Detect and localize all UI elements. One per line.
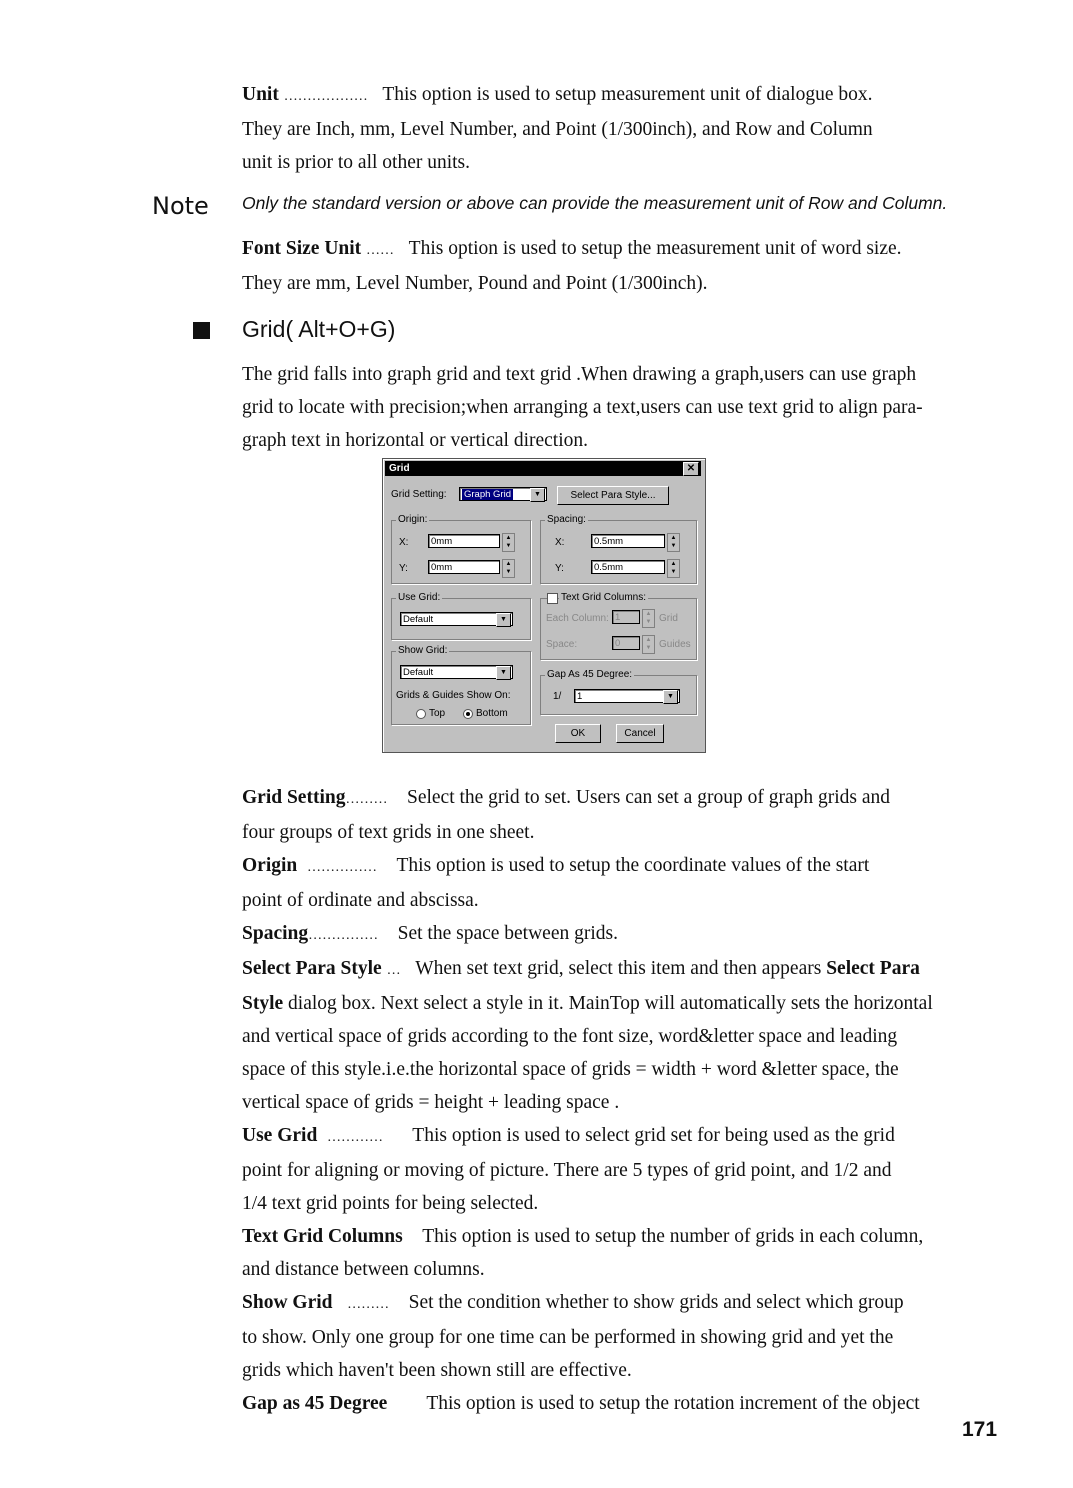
leader: … xyxy=(386,963,401,978)
gap-select[interactable] xyxy=(574,689,680,703)
use-grid-select[interactable] xyxy=(400,612,513,626)
spacing-x-input[interactable]: 0.5mm xyxy=(591,534,665,548)
font-size-unit-definition xyxy=(242,232,1002,300)
chevron-down-icon[interactable]: ▼ xyxy=(663,690,678,704)
def-show-grid xyxy=(242,1286,1002,1321)
intro-line: graph text in horizontal or vertical direction. xyxy=(242,430,589,451)
def-spacing xyxy=(242,917,1002,952)
each-column-unit: Grid xyxy=(659,613,678,624)
leader: ……… xyxy=(345,792,388,807)
desc-bold: Style xyxy=(242,993,284,1014)
def-text-grid-columns xyxy=(242,1220,1002,1253)
def-line xyxy=(242,987,1002,1020)
desc: Set the condition whether to show grids and select which group xyxy=(408,1292,904,1313)
font-size-unit-leader: …… xyxy=(366,243,395,258)
show-grid-group xyxy=(391,651,531,725)
origin-y-input[interactable]: 0mm xyxy=(428,560,500,574)
chevron-down-icon[interactable]: ▼ xyxy=(496,666,511,680)
space-input[interactable]: 0 xyxy=(612,636,640,650)
spacing-y-spinner[interactable]: ▲ ▼ xyxy=(667,559,680,578)
desc: This option is used to select grid set for being used as the grid xyxy=(412,1125,895,1146)
ok-button[interactable]: OK xyxy=(555,724,601,743)
show-grid-value: Default xyxy=(403,667,434,678)
def-origin xyxy=(242,849,1002,884)
section-intro xyxy=(242,358,1002,457)
chevron-down-icon[interactable]: ▼ xyxy=(496,613,511,627)
page-number: 171 xyxy=(962,1418,998,1441)
origin-x-label: X: xyxy=(399,537,409,548)
unit-definition xyxy=(242,78,1002,179)
intro-line: grid to locate with precision;when arranging a text,users can use text grid to align para- xyxy=(242,397,923,418)
term: Grid Setting xyxy=(242,787,346,808)
grid-setting-label: Grid Setting: xyxy=(391,489,447,500)
close-icon[interactable]: ✕ xyxy=(683,462,699,476)
show-grid-label: Show Grid: xyxy=(398,645,448,656)
def-line: vertical space of grids = height + leading space . xyxy=(242,1092,620,1113)
term: Use Grid xyxy=(242,1125,318,1146)
intro-line: The grid falls into graph grid and text grid .When drawing a graph,users can use graph xyxy=(242,364,917,385)
def-select-para xyxy=(242,952,1002,987)
font-size-unit-desc: This option is used to setup the measurement unit of word size. xyxy=(408,238,902,259)
guides-show-on-label: Grids & Guides Show On: xyxy=(396,690,511,701)
origin-x-spinner[interactable]: ▲ ▼ xyxy=(502,533,515,552)
def-line: to show. Only one group for one time can be performed in showing grid and yet the xyxy=(242,1327,894,1348)
leader: …………… xyxy=(308,928,379,943)
leader: ………… xyxy=(327,1130,384,1145)
desc: This option is used to setup the coordinate values of the start xyxy=(396,855,870,876)
dialog-title: Grid xyxy=(389,463,410,474)
radio-bottom[interactable] xyxy=(463,709,473,719)
radio-bottom-label: Bottom xyxy=(476,708,508,719)
unit-leader: ……………… xyxy=(283,89,368,104)
grid-setting-value: Graph Grid xyxy=(464,489,511,500)
section-bullet-icon xyxy=(193,322,210,339)
note-label: Note xyxy=(152,192,209,220)
desc: dialog box. Next select a style in it. MainTop will automatically sets the horizontal xyxy=(283,993,933,1014)
section-title: Grid( Alt+O+G) xyxy=(242,316,396,342)
font-size-unit-term: Font Size Unit xyxy=(242,238,362,259)
term: Origin xyxy=(242,855,298,876)
use-grid-value: Default xyxy=(403,614,434,625)
use-grid-label: Use Grid: xyxy=(398,592,441,603)
gap-prefix: 1/ xyxy=(553,691,562,702)
desc: This option is used to setup the rotation increment of the object xyxy=(426,1393,920,1414)
select-para-style-button[interactable]: Select Para Style... xyxy=(557,486,669,505)
gap-label: Gap As 45 Degree: xyxy=(547,669,633,680)
def-line: 1/4 text grid points for being selected. xyxy=(242,1193,539,1214)
origin-y-label: Y: xyxy=(399,563,408,574)
origin-y-spinner[interactable]: ▲ ▼ xyxy=(502,559,515,578)
spacing-x-label: X: xyxy=(555,537,565,548)
def-line: point of ordinate and abscissa. xyxy=(242,890,479,911)
def-line: space of this style.i.e.the horizontal space of grids = width + word &letter space, the xyxy=(242,1059,899,1080)
space-label: Space: xyxy=(546,639,578,650)
each-column-label: Each Column: xyxy=(546,613,609,624)
spacing-y-label: Y: xyxy=(555,563,564,574)
unit-line3: unit is prior to all other units. xyxy=(242,152,471,173)
chevron-down-icon[interactable]: ▼ xyxy=(530,488,545,502)
unit-line2: They are Inch, mm, Level Number, and Point (1/300inch), and Row and Column xyxy=(242,119,873,140)
origin-label: Origin: xyxy=(398,514,428,525)
definitions xyxy=(242,781,1002,1420)
desc: Set the space between grids. xyxy=(397,923,618,944)
gap-value: 1 xyxy=(577,691,583,702)
term: Select Para Style xyxy=(242,958,382,979)
desc: This option is used to setup the number of grids in each column, xyxy=(422,1226,924,1247)
leader: ……… xyxy=(347,1297,390,1312)
term: Text Grid Columns xyxy=(242,1226,403,1247)
term: Show Grid xyxy=(242,1292,333,1313)
spacing-x-spinner[interactable]: ▲ ▼ xyxy=(667,533,680,552)
spacing-label: Spacing: xyxy=(547,514,586,525)
cancel-button[interactable]: Cancel xyxy=(616,724,664,743)
term: Gap as 45 Degree xyxy=(242,1393,388,1414)
grid-dialog xyxy=(382,458,706,753)
desc: When set text grid, select this item and then appears xyxy=(415,958,827,979)
spacing-y-input[interactable]: 0.5mm xyxy=(591,560,665,574)
def-line: four groups of text grids in one sheet. xyxy=(242,822,535,843)
def-gap xyxy=(242,1387,1002,1420)
def-use-grid xyxy=(242,1119,1002,1154)
note-text: Only the standard version or above can provide the measurement unit of Row and Column. xyxy=(242,193,948,213)
each-column-spinner[interactable]: ▲ ▼ xyxy=(642,609,655,628)
def-grid-setting xyxy=(242,781,1002,816)
term: Spacing xyxy=(242,923,309,944)
def-line: grids which haven't been shown still are effective. xyxy=(242,1360,632,1381)
def-line: and vertical space of grids according to the font size, word&letter space and leading xyxy=(242,1026,898,1047)
font-size-unit-line2: They are mm, Level Number, Pound and Point (1/300inch). xyxy=(242,273,708,294)
dialog-title-bar xyxy=(385,461,701,476)
text-grid-columns-label: Text Grid Columns: xyxy=(561,592,647,603)
unit-term: Unit xyxy=(242,84,279,105)
show-grid-select[interactable] xyxy=(400,665,513,679)
space-spinner[interactable]: ▲ ▼ xyxy=(642,635,655,654)
text-grid-columns-checkbox[interactable] xyxy=(547,593,558,604)
each-column-input[interactable]: 1 xyxy=(612,610,640,624)
radio-top-label: Top xyxy=(429,708,446,719)
radio-top[interactable] xyxy=(416,709,426,719)
grid-setting-select[interactable] xyxy=(459,487,547,501)
desc-bold: Select Para xyxy=(826,958,920,979)
space-unit: Guides xyxy=(659,639,691,650)
def-line: point for aligning or moving of picture. There are 5 types of grid point, and 1/2 and xyxy=(242,1160,892,1181)
unit-desc: This option is used to setup measurement unit of dialogue box. xyxy=(382,84,873,105)
origin-x-input[interactable]: 0mm xyxy=(428,534,500,548)
leader: …………… xyxy=(307,860,378,875)
desc: Select the grid to set. Users can set a group of graph grids and xyxy=(406,787,891,808)
def-line: and distance between columns. xyxy=(242,1259,485,1280)
